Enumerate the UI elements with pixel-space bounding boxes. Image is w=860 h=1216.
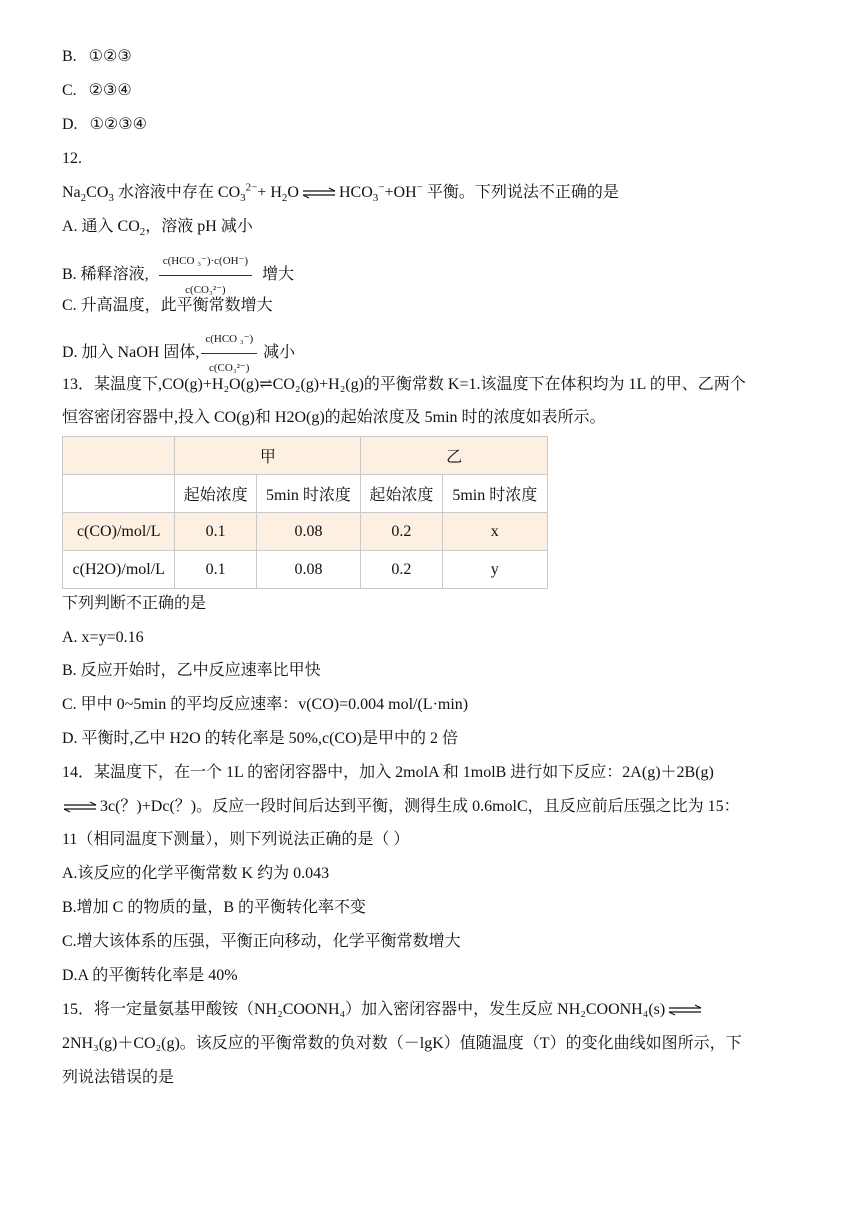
- table-cell: 0.08: [256, 551, 360, 589]
- q11-option-d: D. ①②③④: [62, 116, 147, 133]
- table-cell: 5min 时浓度: [256, 475, 360, 513]
- table-cell: y: [442, 551, 547, 589]
- equilibrium-arrow-icon: [667, 1004, 703, 1016]
- table-cell: 0.2: [361, 551, 442, 589]
- table-sub-header-row: [63, 475, 548, 513]
- table-cell: 0.08: [256, 513, 360, 551]
- q11-option-c: C. ②③④: [62, 82, 132, 99]
- equilibrium-arrow-icon: [301, 187, 337, 199]
- table-cell: 0.1: [175, 551, 256, 589]
- table-header-yi: 乙: [361, 437, 548, 475]
- table-cell: c(H2O)/mol/L: [63, 551, 175, 589]
- q13-option-a: A. x=y=0.16: [62, 629, 144, 646]
- q14-stem-line3: 11（相同温度下测量），则下列说法正确的是（ ）: [62, 831, 410, 848]
- q13-option-b: B. 反应开始时，乙中反应速率比甲快: [62, 662, 321, 679]
- table-cell: 0.2: [361, 513, 442, 551]
- table-cell: [63, 437, 175, 475]
- q14-option-a: A.该反应的化学平衡常数 K 约为 0.043: [62, 865, 330, 882]
- table-cell: 0.1: [175, 513, 256, 551]
- q12-option-b-fraction: $\frac{\text{c(HCO ₃⁻)·c(OH⁻)}}{\text{c(CO₃²⁻)}}$: [159, 248, 252, 303]
- q14-stem-line1: 14．某温度下，在一个 1L 的密闭容器中，加入 2molA 和 1molB 进行如下反应：2A(g)＋2B(g): [62, 764, 714, 781]
- q13-table: [62, 436, 548, 589]
- q15-stem-line2: 2NH₃(g)＋CO₂(g)。该反应的平衡常数的负对数（－lgK）值随温度（T）的变化曲线如图所示，下: [62, 1035, 742, 1052]
- table-header-jia: 甲: [175, 437, 361, 475]
- table-row: [63, 551, 548, 589]
- q14-option-c: C.增大该体系的压强，平衡正向移动，化学平衡常数增大: [62, 933, 461, 950]
- q15-stem-line1: 15．将一定量氨基甲酸铵（NH₂COONH₄）加入密闭容器中，发生反应 NH₂COONH₄(s): [62, 1000, 705, 1020]
- q14-option-b: B.增加 C 的物质的量，B 的平衡转化率不变: [62, 899, 367, 916]
- table-row: [63, 513, 548, 551]
- q13-question: 下列判断不正确的是: [62, 595, 207, 612]
- q15-stem-line3: 列说法错误的是: [62, 1069, 175, 1086]
- q12-number: 12.: [62, 150, 82, 167]
- equilibrium-arrow-icon: [62, 801, 98, 813]
- q12-option-b: B. 稀释溶液, $\frac{\text{c(HCO ₃⁻)·c(OH⁻)}}{\text{c(CO₃²⁻)}}$ 增大: [62, 248, 294, 303]
- q12-option-a: A. 通入 $CO_2$，溶液 pH 减小: [62, 218, 253, 239]
- table-cell: 起始浓度: [175, 475, 256, 513]
- table-cell: 5min 时浓度: [442, 475, 547, 513]
- table-cell: 起始浓度: [361, 475, 442, 513]
- q13-stem-line2: 恒容密闭容器中,投入 CO(g)和 H2O(g)的起始浓度及 5min 时的浓度如表所示。: [62, 409, 606, 426]
- q12-option-c: C. 升高温度，此平衡常数增大: [62, 297, 273, 314]
- q13-stem-line1: 13．某温度下,CO(g)+H₂O(g)⇌CO₂(g)+H₂(g)的平衡常数 K=1.该温度下在体积均为 1L 的甲、乙两个: [62, 376, 746, 393]
- q12-stem: $Na_2CO_3$ 水溶液中存在 $CO_3^{2-}+ H_2O$ $HCO_3^-+OH^-$ 平衡。下列说法不正确的是: [62, 181, 619, 205]
- q13-option-d: D. 平衡时,乙中 H2O 的转化率是 50%,c(CO)是甲中的 2 倍: [62, 730, 458, 747]
- table-group-header-row: [63, 437, 548, 475]
- q14-stem-line2: 3c(？)+Dc(？)。反应一段时间后达到平衡，测得生成 0.6molC，且反应前后压强之比为 15：: [62, 797, 740, 817]
- q14-option-d: D.A 的平衡转化率是 40%: [62, 967, 238, 984]
- table-cell: x: [442, 513, 547, 551]
- table-cell: c(CO)/mol/L: [63, 513, 175, 551]
- q12-option-d: D. 加入 NaOH 固体, $\frac{\text{c(HCO ₃⁻)}}{\text{c(CO₃²⁻)}}$ 减小: [62, 326, 295, 381]
- q13-option-c: C. 甲中 0~5min 的平均反应速率：v(CO)=0.004 mol/(L·min): [62, 696, 469, 713]
- q11-option-b: B. ①②③: [62, 48, 132, 65]
- q12-option-d-fraction: $\frac{\text{c(HCO ₃⁻)}}{\text{c(CO₃²⁻)}}$: [201, 326, 257, 381]
- table-cell: [63, 475, 175, 513]
